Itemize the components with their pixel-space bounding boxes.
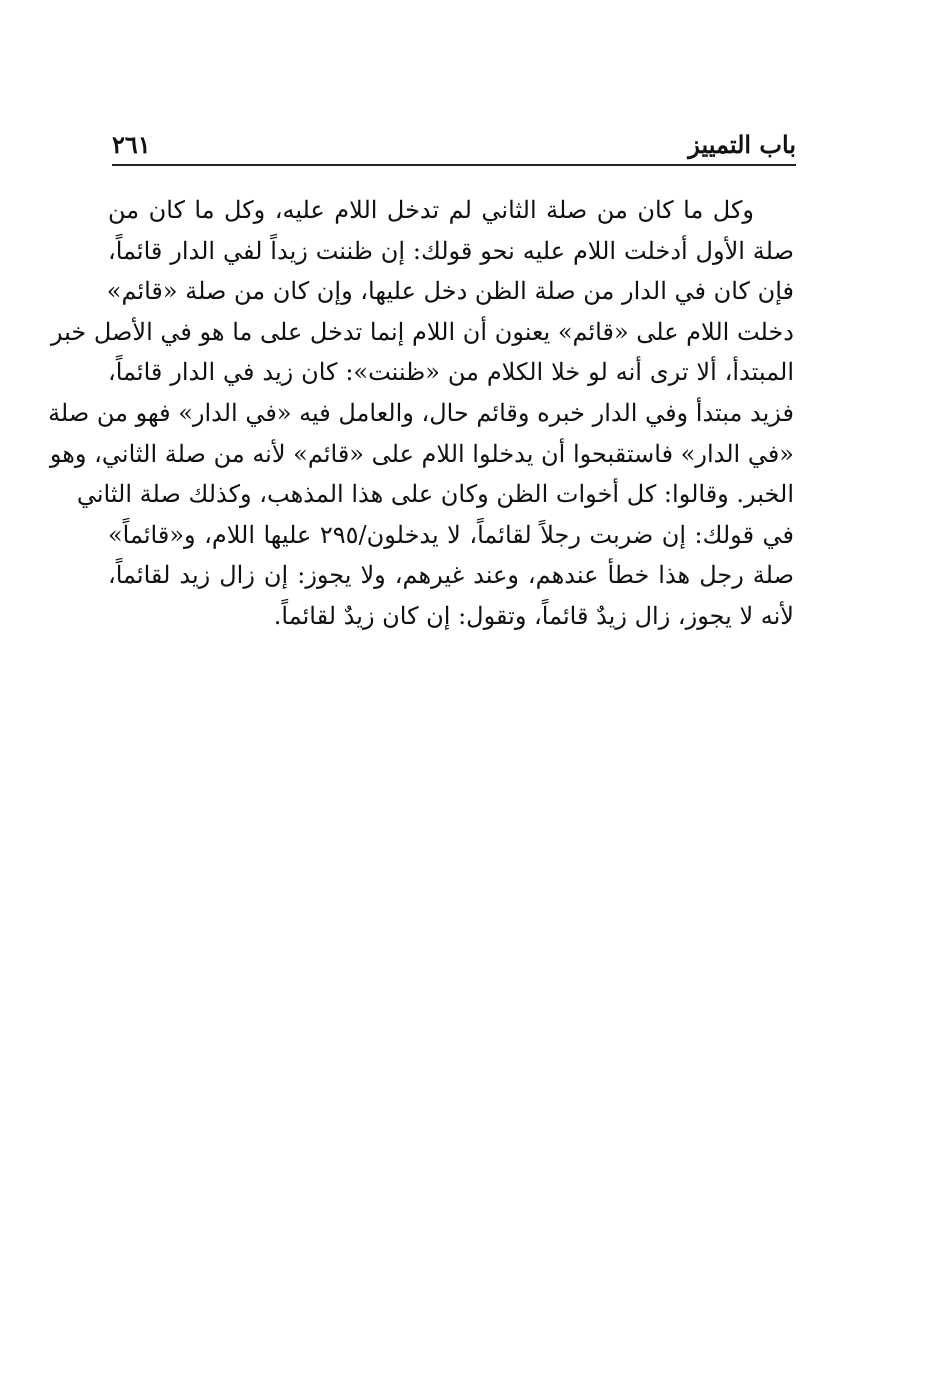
text-line: الخبر. وقالوا: كل أخوات الظن وكان على هذا المذهب، وكذلك صلة الثاني bbox=[76, 480, 794, 509]
text-line: وكل ما كان من صلة الثاني لم تدخل اللام عليه، وكل ما كان من bbox=[108, 196, 754, 224]
text-line: فإن كان في الدار من صلة الظن دخل عليها، وإن كان من صلة «قائم» bbox=[106, 277, 794, 306]
text-line: دخلت اللام على «قائم» يعنون أن اللام إنما تدخل على ما هو في الأصل خبر bbox=[50, 317, 794, 346]
body-text bbox=[48, 190, 794, 637]
header-rule bbox=[112, 164, 796, 166]
text-line: لأنه لا يجوز، زال زيدٌ قائماً، وتقول: إن كان زيدٌ لقائماً. bbox=[273, 601, 794, 630]
text-line: صلة رجل هذا خطأ عندهم، وعند غيرهم، ولا يجوز: إن زال زيد لقائماً، bbox=[108, 561, 794, 590]
text-line: المبتدأ، ألا ترى أنه لو خلا الكلام من «ظننت»: كان زيد في الدار قائماً، bbox=[108, 358, 794, 387]
page-number: ٢٦١ bbox=[112, 130, 151, 159]
text-line: «في الدار» فاستقبحوا أن يدخلوا اللام على «قائم» لأنه من صلة الثاني، وهو bbox=[49, 439, 794, 468]
text-line: صلة الأول أدخلت اللام عليه نحو قولك: إن ظننت زيداً لفي الدار قائماً، bbox=[108, 236, 794, 265]
text-line: في قولك: إن ضربت رجلاً لقائماً، لا يدخلون/٢٩٥ عليها اللام، و«قائماً» bbox=[108, 520, 794, 549]
chapter-title: باب التمييز bbox=[688, 130, 796, 159]
running-head bbox=[112, 128, 796, 162]
text-line: فزيد مبتدأ وفي الدار خبره وقائم حال، والعامل فيه «في الدار» فهو من صلة bbox=[48, 398, 794, 427]
